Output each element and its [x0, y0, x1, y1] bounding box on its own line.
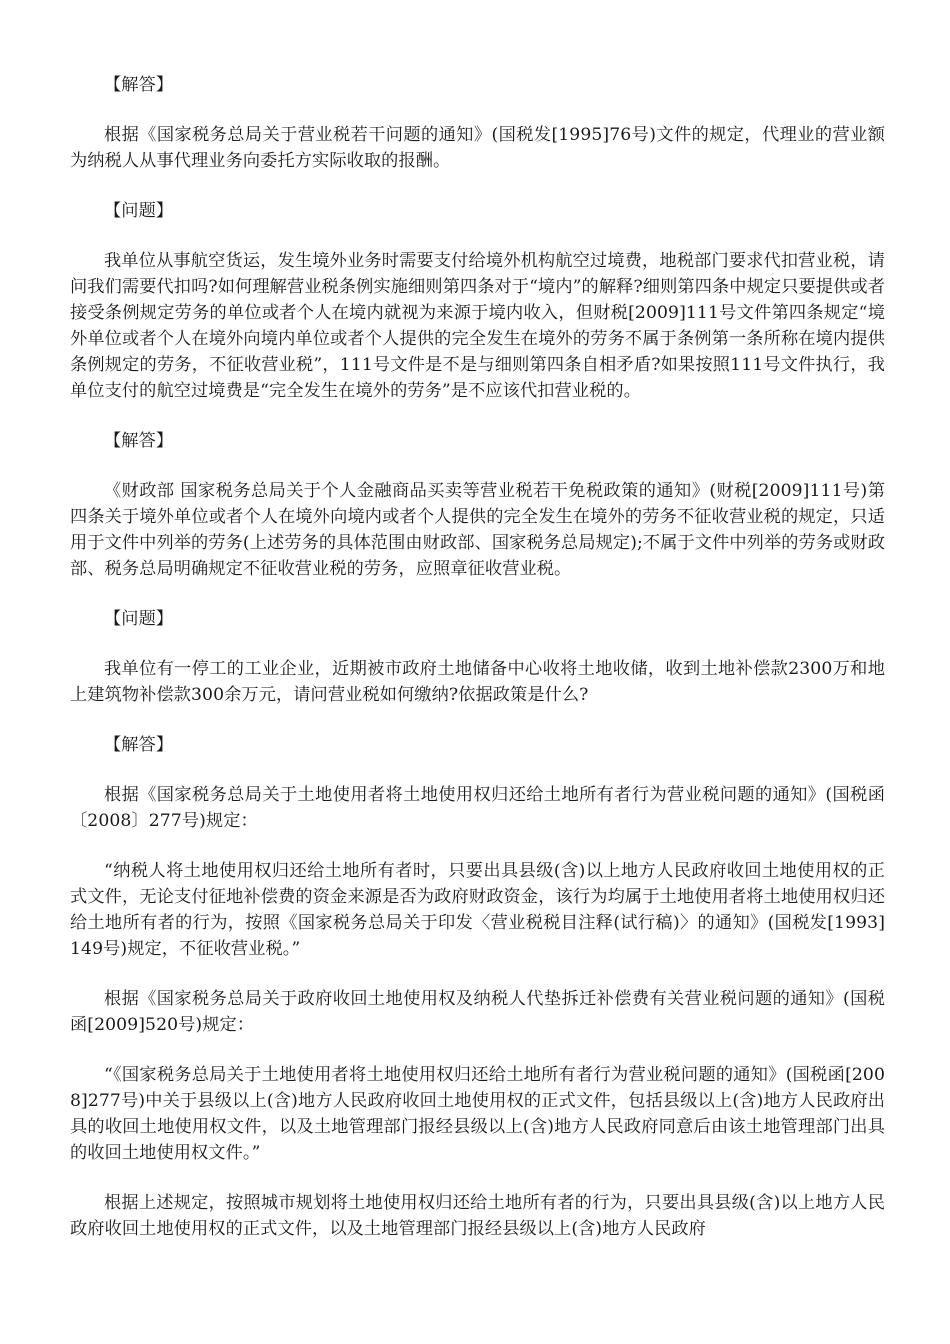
quoted-paragraph: “纳税人将土地使用权归还给土地所有者时，只要出具县级(含)以上地方人民政府收回土地使用权的正式文件，无论支付征地补偿费的资金来源是否为政府财政资金，该行为均属于土地使用者将土地使用权归还给土地所有者的行为，按照《国家税务总局关于印发〈营业税税目注释(试行稿)〉的通知》(国税发[1993]149号)规定，不征收营业税。” [70, 861, 885, 959]
paragraph: 我单位有一停工的工业企业，近期被市政府土地储备中心收将土地收储，收到土地补偿款2300万和地上建筑物补偿款300余万元，请问营业税如何缴纳?依据政策是什么? [70, 659, 885, 705]
quoted-paragraph: “《国家税务总局关于土地使用者将土地使用权归还给土地所有者行为营业税问题的通知》(国税函[2008]277号)中关于县级以上(含)地方人民政府收回土地使用权的正式文件，包括县级以上(含)地方人民政府出具的收回土地使用权文件，以及土地管理部门报经县级以上(含)地方人民政府同意后由该土地管理部门出具的收回土地使用权文件。” [70, 1065, 885, 1163]
section-heading-question: 【问题】 [104, 609, 174, 629]
paragraph: 根据《国家税务总局关于土地使用者将土地使用权归还给土地所有者行为营业税问题的通知》(国税函〔2008〕277号)规定： [70, 785, 885, 831]
paragraph: 根据上述规定，按照城市规划将土地使用权归还给土地所有者的行为，只要出具县级(含)以上地方人民政府收回土地使用权的正式文件，以及土地管理部门报经县级以上(含)地方人民政府 [70, 1193, 885, 1239]
paragraph: 《财政部 国家税务总局关于个人金融商品买卖等营业税若干免税政策的通知》(财税[2009]111号)第四条关于境外单位或者个人在境外向境内或者个人提供的完全发生在境外的劳务不征收营业税的规定，只适用于文件中列举的劳务(上述劳务的具体范围由财政部、国家税务总局规定);不属于文件中列举的劳务或财政部、税务总局明确规定不征收营业税的劳务，应照章征收营业税。 [70, 481, 885, 579]
section-heading-answer: 【解答】 [104, 735, 174, 755]
paragraph: 根据《国家税务总局关于营业税若干问题的通知》(国税发[1995]76号)文件的规定，代理业的营业额为纳税人从事代理业务向委托方实际收取的报酬。 [70, 125, 885, 171]
section-heading-question: 【问题】 [104, 201, 174, 221]
paragraph: 我单位从事航空货运，发生境外业务时需要支付给境外机构航空过境费，地税部门要求代扣营业税，请问我们需要代扣吗?如何理解营业税条例实施细则第四条对于“境内”的解释?细则第四条中规定只要提供或者接受条例规定劳务的单位或者个人在境内就视为来源于境内收入，但财税[2009]111号文件第四条规定“境外单位或者个人在境外向境内单位或者个人提供的完全发生在境外的劳务不属于条例第一条所称在境内提供条例规定的劳务，不征收营业税”，111号文件是不是与细则第四条自相矛盾?如果按照111号文件执行，我单位支付的航空过境费是“完全发生在境外的劳务”是不应该代扣营业税的。 [70, 251, 885, 401]
document-page [70, 72, 885, 1242]
paragraph: 根据《国家税务总局关于政府收回土地使用权及纳税人代垫拆迁补偿费有关营业税问题的通知》(国税函[2009]520号)规定： [70, 989, 885, 1035]
section-heading-answer: 【解答】 [104, 431, 174, 451]
section-heading-answer: 【解答】 [104, 75, 174, 95]
